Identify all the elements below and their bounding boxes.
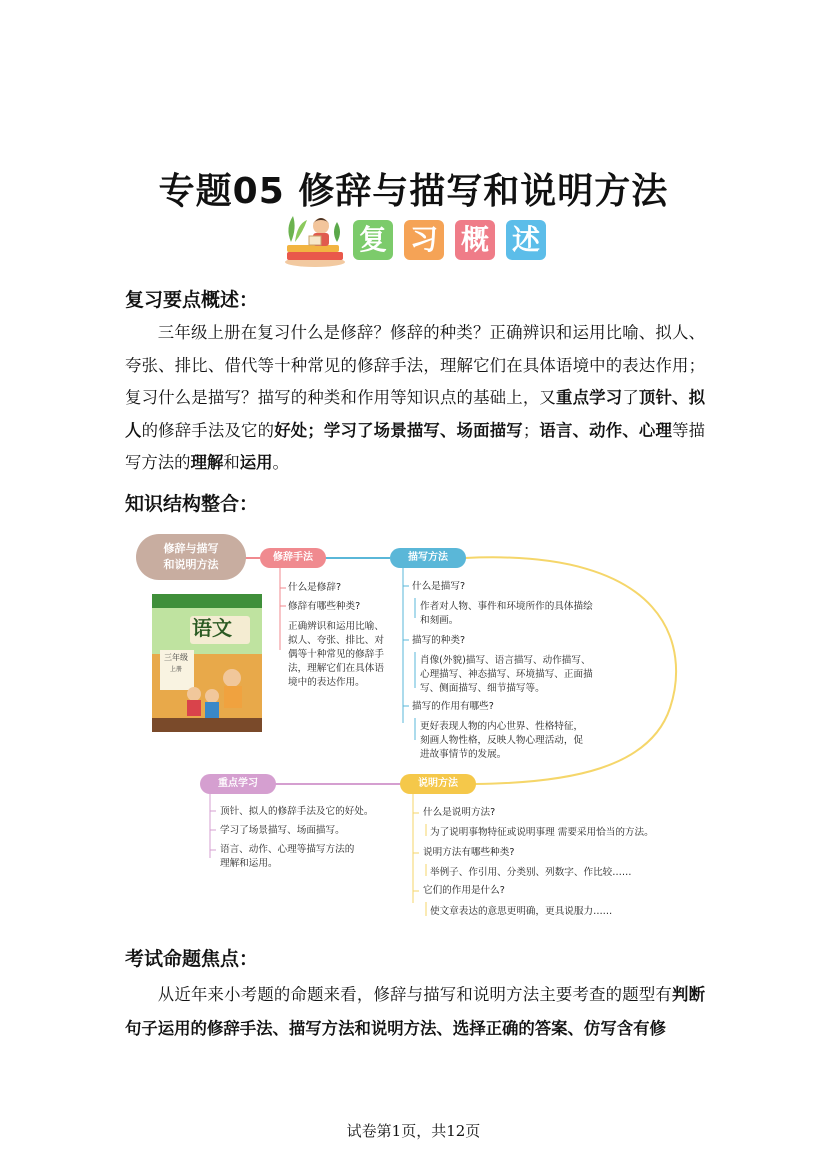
page-title: 专题05 修辞与描写和说明方法	[158, 171, 669, 212]
key-learning-item-1: 顶针、拟人的修辞手法及它的好处。	[220, 806, 374, 817]
description-q2: 描写的种类?	[412, 635, 466, 646]
description-q3: 描写的作用有哪些?	[412, 701, 494, 712]
rhetoric-q2: 修辞有哪些种类?	[288, 601, 361, 612]
textbook-title: 语文	[192, 616, 232, 640]
page-footer: 试卷第1页，共12页	[346, 1122, 481, 1140]
explanation-a2: 举例子、作引用、分类别、列数字、作比较……	[430, 867, 632, 878]
banner-char-xi: 习	[404, 220, 444, 260]
banner-char-fu: 复	[353, 220, 393, 260]
review-points-paragraph: 三年级上册在复习什么是修辞？修辞的种类？正确辨识和运用比喻、拟人、夸张、排比、借代等十种常见的修辞手法，理解它们在具体语境中的表达作用；复习什么是描写？描写的种类和作用等知识点的基础上，又重点学习了顶针、拟人的修辞手法及它的好处；学习了场景描写、场面描写；语言、动作、心理等描写方法的理解和运用。	[125, 323, 706, 472]
branch-explanation: 说明方法	[400, 774, 476, 794]
textbook-volume: 上册	[170, 666, 183, 673]
banner-char-gai: 概	[455, 220, 495, 260]
section-heading-knowledge-structure: 知识结构整合：	[125, 493, 259, 515]
explanation-q1: 什么是说明方法?	[423, 807, 496, 818]
knowledge-mind-map	[130, 528, 710, 928]
branch-description: 描写方法	[390, 548, 466, 568]
branch-key-learning: 重点学习	[200, 774, 276, 794]
key-learning-item-3: 语言、动作、心理等描写方法的理解和运用。	[220, 844, 355, 869]
review-overview-banner	[283, 212, 553, 268]
explanation-a1: 为了说明事物特征或说明事理 需要采用恰当的方法。	[430, 827, 654, 838]
branch-rhetoric: 修辞手法	[260, 548, 326, 568]
textbook-grade: 三年级	[164, 653, 188, 662]
reading-child-illustration	[283, 212, 347, 268]
section-heading-exam-focus: 考试命题焦点：	[125, 948, 259, 970]
description-a1: 作者对人物、事件和环境所作的具体描绘和刻画。	[420, 601, 593, 626]
rhetoric-a2: 正确辨识和运用比喻、拟人、夸张、排比、对偶等十种常见的修辞手法，理解它们在具体语境中的表达作用。	[288, 621, 384, 688]
exam-focus-paragraph: 从近年来小考题的命题来看，修辞与描写和说明方法主要考查的题型有判断句子运用的修辞手法、描写方法和说明方法、选择正确的答案、仿写含有修	[125, 985, 706, 1038]
section-heading-review-points: 复习要点概述：	[125, 289, 259, 311]
key-learning-item-2: 学习了场景描写、场面描写。	[220, 825, 345, 836]
mind-map-center-node: 修辞与描写 和说明方法	[136, 534, 246, 580]
rhetoric-q1: 什么是修辞?	[288, 582, 342, 593]
explanation-a3: 使文章表达的意思更明确，更具说服力……	[430, 906, 613, 917]
description-q1: 什么是描写?	[412, 581, 466, 592]
description-a3: 更好表现人物的内心世界、性格特征，刻画人物性格，反映人物心理活动，促进故事情节的发展。	[420, 721, 584, 760]
description-a2: 肖像(外貌)描写、语言描写、动作描写、心理描写、神态描写、环境描写、正面描写、侧面描写、细节描写等。	[420, 655, 593, 694]
banner-char-shu: 述	[506, 220, 546, 260]
explanation-q2: 说明方法有哪些种类?	[423, 847, 515, 858]
explanation-q3: 它们的作用是什么?	[423, 885, 505, 896]
